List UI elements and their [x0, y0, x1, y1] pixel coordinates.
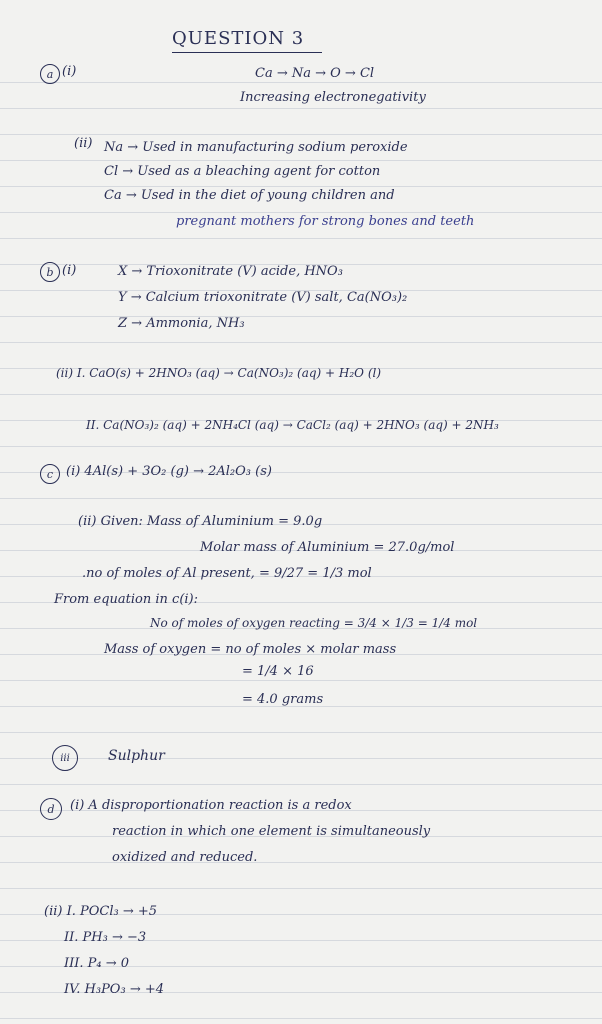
c-i-equation: (i) 4Al(s) + 3O₂ (g) → 2Al₂O₃ (s): [66, 464, 272, 479]
ruled-line: [0, 862, 602, 863]
title-underline: [172, 52, 322, 53]
ruled-line: [0, 680, 602, 681]
section-d-marker: d: [40, 798, 62, 820]
a-ii-cl: Cl → Used as a bleaching agent for cotton: [104, 164, 381, 179]
d-ii-line-3: III. P₄ → 0: [64, 956, 130, 971]
b-i-y: Y → Calcium trioxonitrate (V) salt, Ca(NO₃)₂: [118, 290, 408, 305]
ruled-line: [0, 784, 602, 785]
ruled-line: [0, 446, 602, 447]
d-ii-line-2: II. PH₃ → −3: [64, 930, 147, 945]
b-ii-line-2: II. Ca(NO₃)₂ (aq) + 2NH₄Cl (aq) → CaCl₂ (aq) + 2HNO₃ (aq) + 2NH₃: [86, 418, 499, 432]
a-i-note: Increasing electronegativity: [240, 90, 426, 105]
a-ii-na: Na → Used in manufacturing sodium peroxide: [104, 140, 408, 155]
b-ii-line-1: (ii) I. CaO(s) + 2HNO₃ (aq) → Ca(NO₃)₂ (aq) + H₂O (l): [56, 366, 382, 380]
ruled-line: [0, 186, 602, 187]
ruled-line: [0, 1018, 602, 1019]
d-i-line-2: reaction in which one element is simultaneously: [112, 824, 431, 839]
b-i-z: Z → Ammonia, NH₃: [118, 316, 245, 331]
ruled-line: [0, 394, 602, 395]
a-i-series: Ca → Na → O → Cl: [255, 66, 375, 81]
d-i-line-1: (i) A disproportionation reaction is a redox: [70, 798, 352, 813]
a-ii-ca-cont: pregnant mothers for strong bones and teeth: [176, 214, 475, 229]
c-ii-result: = 4.0 grams: [242, 692, 324, 707]
c-ii-calc: = 1/4 × 16: [242, 664, 314, 679]
c-iii-marker: iii: [52, 745, 78, 771]
a-ii-label: (ii): [74, 136, 93, 151]
b-i-label: (i): [62, 263, 77, 278]
ruled-line: [0, 134, 602, 135]
c-iii-answer: Sulphur: [108, 748, 165, 764]
ruled-line: [0, 160, 602, 161]
ruled-line: [0, 108, 602, 109]
section-c-marker: c: [40, 464, 60, 484]
ruled-line: [0, 732, 602, 733]
ruled-line: [0, 498, 602, 499]
ruled-line: [0, 212, 602, 213]
ruled-line: [0, 82, 602, 83]
d-ii-line-4: IV. H₃PO₃ → +4: [64, 982, 165, 997]
ruled-line: [0, 758, 602, 759]
page-title: QUESTION 3: [172, 28, 305, 49]
a-ii-ca: Ca → Used in the diet of young children and: [104, 188, 395, 203]
d-i-line-3: oxidized and reduced.: [112, 850, 258, 865]
b-i-x: X → Trioxonitrate (V) acide, HNO₃: [118, 264, 343, 279]
c-ii-moles-al: .no of moles of Al present, = 9/27 = 1/3 mol: [82, 566, 372, 581]
c-ii-molar-mass: Molar mass of Aluminium = 27.0g/mol: [200, 540, 455, 555]
ruled-line: [0, 888, 602, 889]
c-ii-mass-oxygen: Mass of oxygen = no of moles × molar mass: [104, 642, 397, 657]
c-ii-moles-oxygen: No of moles of oxygen reacting = 3/4 × 1/3 = 1/4 mol: [150, 616, 478, 630]
ruled-line: [0, 238, 602, 239]
ruled-line: [0, 342, 602, 343]
c-ii-from-equation: From equation in c(i):: [54, 592, 198, 607]
section-b-marker: b: [40, 262, 60, 282]
section-a-marker: a: [40, 64, 60, 84]
d-ii-line-1: (ii) I. POCl₃ → +5: [44, 904, 158, 919]
c-ii-given: (ii) Given: Mass of Aluminium = 9.0g: [78, 514, 323, 529]
ruled-line: [0, 316, 602, 317]
a-i-label: (i): [62, 64, 77, 79]
